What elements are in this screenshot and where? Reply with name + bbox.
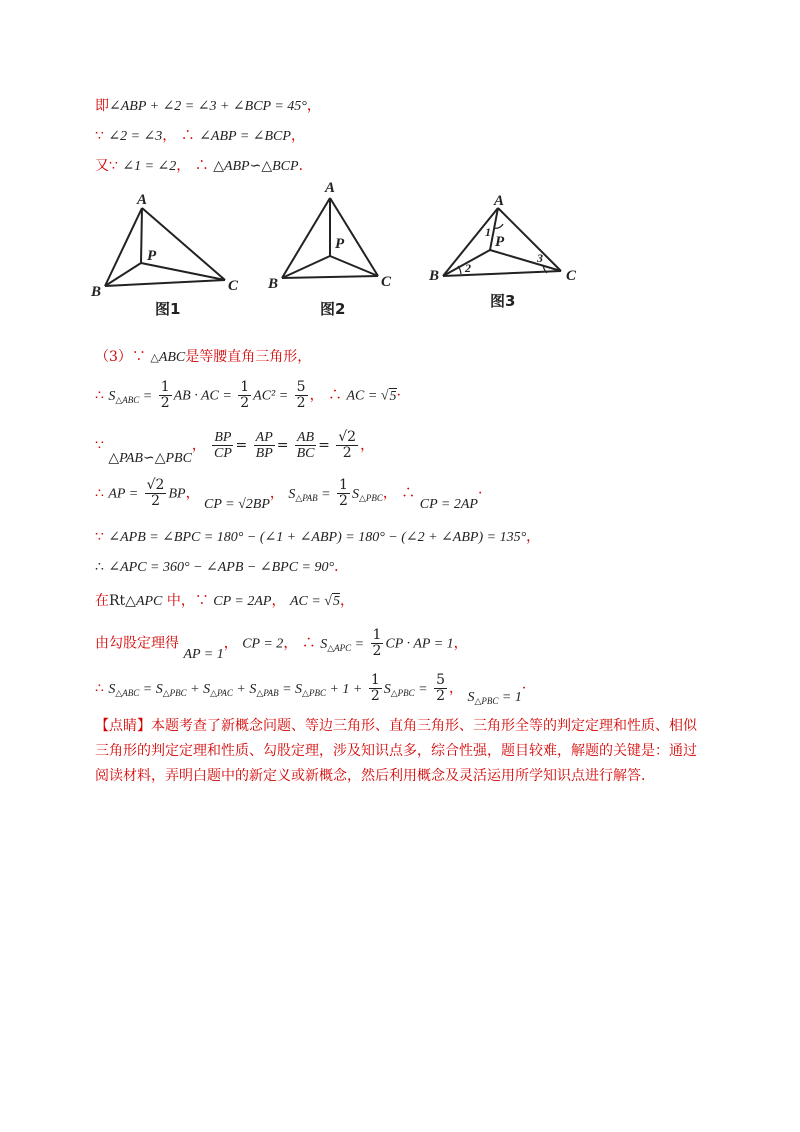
proof-line-10: 在Rt△APC 中，∵ CP = 2AP， AC = √5， — [95, 593, 354, 609]
fig2-caption: 图2 — [320, 300, 346, 318]
note-paragraph — [95, 714, 705, 789]
svg-text:C: C — [381, 274, 392, 290]
figures-row — [85, 178, 605, 332]
svg-text:C: C — [228, 278, 239, 294]
proof-line-7: ∴ AP = $\frac{√2}{2}$ BP， CP = √2BP， $S_{\triangle PAB}$ = $\frac{1}{2}$ $S_{\triangle PBC}$， ∴ CP = 2AP· — [95, 477, 483, 512]
svg-text:C: C — [566, 268, 577, 284]
svg-text:3: 3 — [537, 251, 543, 265]
svg-text:1: 1 — [485, 225, 491, 239]
figure-1 — [105, 208, 225, 286]
fig1-caption: 图1 — [155, 300, 181, 318]
proof-line-4: （3）∵ △ABC是等腰直角三角形， — [95, 349, 312, 365]
proof-line-12: ∴ $S_{\triangle ABC} = S_{\triangle PBC} + S_{\triangle PAC} + S_{\triangle PAB} = S_{\triangle PBC} + 1$ + $\frac{1}{2}$ $S_{\triangle PBC}$ = $\frac{5}{2}$ ， $S_{\triangle PBC} = 1\cdot$ — [95, 672, 527, 706]
proof-line-8: ∵ ∠APB = ∠BPC = 180° − (∠1 + ∠ABP) = 180° − (∠2 + ∠ABP) = 135°， — [95, 529, 541, 545]
proof-line-11: 由勾股定理得 AP = 1， CP = 2， ∴ $S_{\triangle APC}$ = $\frac{1}{2}$ CP · AP = 1， — [95, 627, 468, 662]
note-text: 本题考查了新概念问题、等边三角形、直角三角形、三角形全等的判定定理和性质、相似三角形的判定定理和性质、勾股定理，涉及知识点多，综合性强，题目较难，解题的关键是：通过阅读材料，弄明白题中的新定义或新概念，然后利用概念及灵活运用所学知识点进行解答． — [95, 718, 697, 784]
svg-text:P: P — [147, 248, 157, 264]
svg-text:P: P — [495, 234, 505, 250]
proof-line-1: 即∠ABP + ∠2 = ∠3 + ∠BCP = 45°， — [95, 98, 321, 114]
proof-line-2: ∵ ∠2 = ∠3， ∴ ∠ABP = ∠BCP， — [95, 128, 305, 144]
figure-2 — [282, 198, 378, 278]
fig3-caption: 图3 — [490, 292, 516, 310]
svg-text:B: B — [91, 284, 102, 300]
proof-line-6: ∵ △PAB∽△PBC， $\frac{BP}{CP}$ = $\frac{AP}{BP}$ = $\frac{AB}{BC}$ = $\frac{√2}{2}$ ， — [95, 429, 375, 466]
proof-line-3: 又∵ ∠1 = ∠2， ∴ △ABP∽△BCP． — [95, 158, 313, 174]
svg-text:A: A — [325, 180, 336, 196]
svg-text:B: B — [268, 276, 279, 292]
svg-text:P: P — [335, 236, 345, 252]
svg-text:B: B — [429, 268, 440, 284]
svg-text:A: A — [137, 192, 148, 208]
note-tag: 【点睛】 — [95, 718, 151, 734]
proof-line-5: ∴ $S_{\triangle ABC}$ = $\frac{1}{2}$ AB · AC = $\frac{1}{2}$ AC² = $\frac{5}{2}$ ， ∴ AC = √5· — [95, 379, 401, 411]
svg-text:2: 2 — [465, 261, 471, 275]
svg-text:A: A — [494, 193, 505, 209]
proof-line-9: ∴ ∠APC = 360° − ∠APB − ∠BPC = 90°． — [95, 559, 349, 575]
